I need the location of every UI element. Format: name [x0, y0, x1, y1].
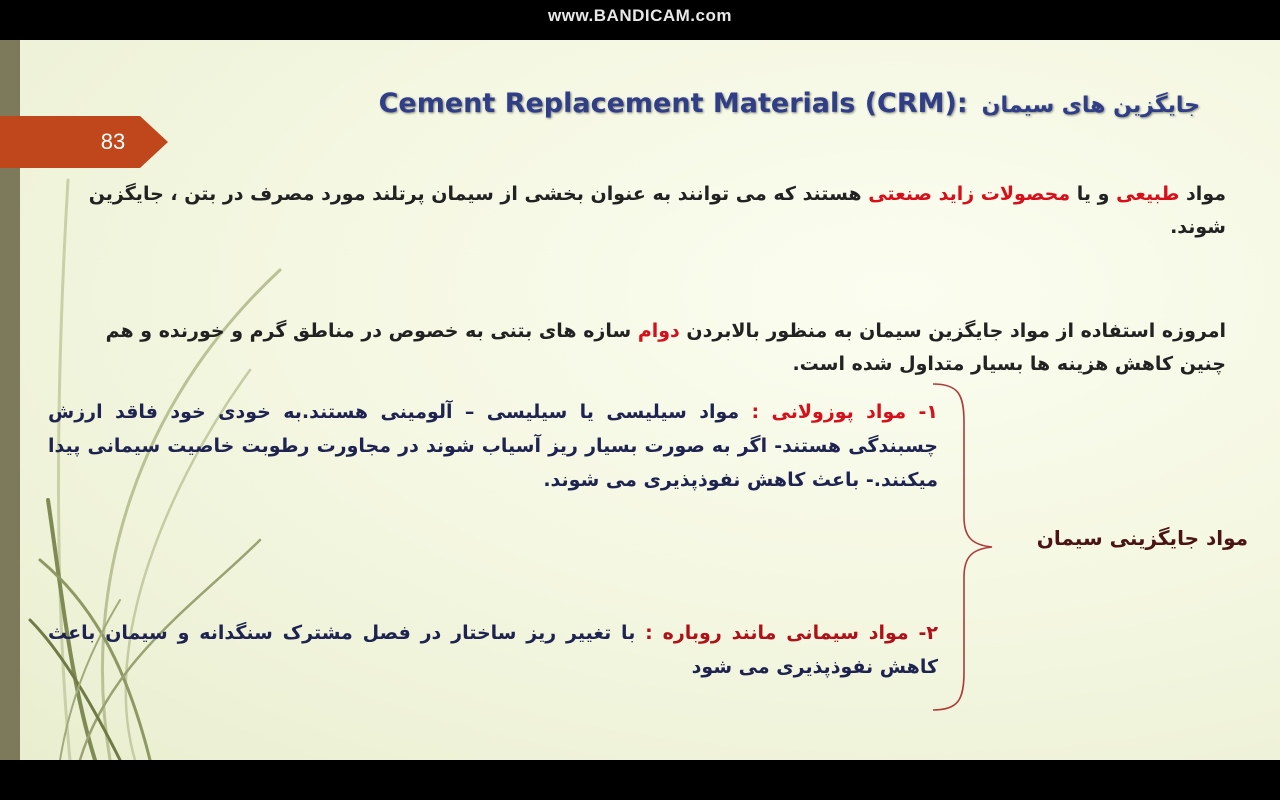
p1-text-2: و یا: [1070, 183, 1117, 205]
slide-title: [379, 88, 1200, 119]
bandicam-watermark: www.BANDICAM.com: [548, 6, 732, 25]
p2-text-1: امروزه استفاده از مواد جایگزین سیمان به منظور بالابردن: [679, 320, 1226, 342]
p2-text-2: سازه های بتنی به خصوص در مناطق گرم و خورنده و هم چنین کاهش هزینه ها بسیار متداول شده است.: [105, 320, 1226, 375]
item2-heading: ۲- مواد سیمانی مانند روباره :: [645, 622, 938, 644]
page-number-badge: [0, 116, 168, 168]
p1-text-1: مواد: [1179, 183, 1226, 205]
brace-label: مواد جایگزینی سیمان: [1036, 526, 1248, 550]
page-number: 83: [100, 129, 126, 154]
slag-item: [48, 616, 938, 684]
title-persian: جایگزین های سیمان: [981, 93, 1200, 118]
curly-brace: [928, 382, 998, 712]
intro-paragraph: [56, 178, 1226, 244]
p1-text-3: هستند که می توانند به عنوان بخشی از سیمان پرتلند مورد مصرف در بتن ، جایگزین شوند.: [88, 183, 1226, 238]
p2-highlight-durability: دوام: [637, 320, 680, 342]
p1-highlight-industrial: محصولات زاید صنعتی: [868, 183, 1071, 205]
presentation-slide: [0, 40, 1280, 760]
recorder-top-bar: [0, 0, 1280, 40]
item2-text: با تغییر ریز ساختار در فصل مشترک سنگدانه و سیمان باعث کاهش نفوذپذیری می شود: [48, 622, 938, 678]
p1-highlight-natural: طبیعی: [1116, 183, 1180, 205]
recorder-bottom-bar: [0, 760, 1280, 800]
item1-heading: ۱- مواد پوزولانی :: [751, 401, 938, 423]
pozzolanic-item: [48, 395, 938, 497]
item1-text: مواد سیلیسی یا سیلیسی – آلومینی هستند.به خودی خود فاقد ارزش چسبندگی هستند- اگر به صورت بسیار ریز آسیاب شوند در مجاورت رطوبت خاصیت سیمانی پیدا میکنند.- باعث کاهش نفوذپذیری می شوند.: [48, 401, 938, 491]
title-english: Cement Replacement Materials (CRM):: [378, 88, 968, 119]
durability-paragraph: [56, 315, 1226, 381]
